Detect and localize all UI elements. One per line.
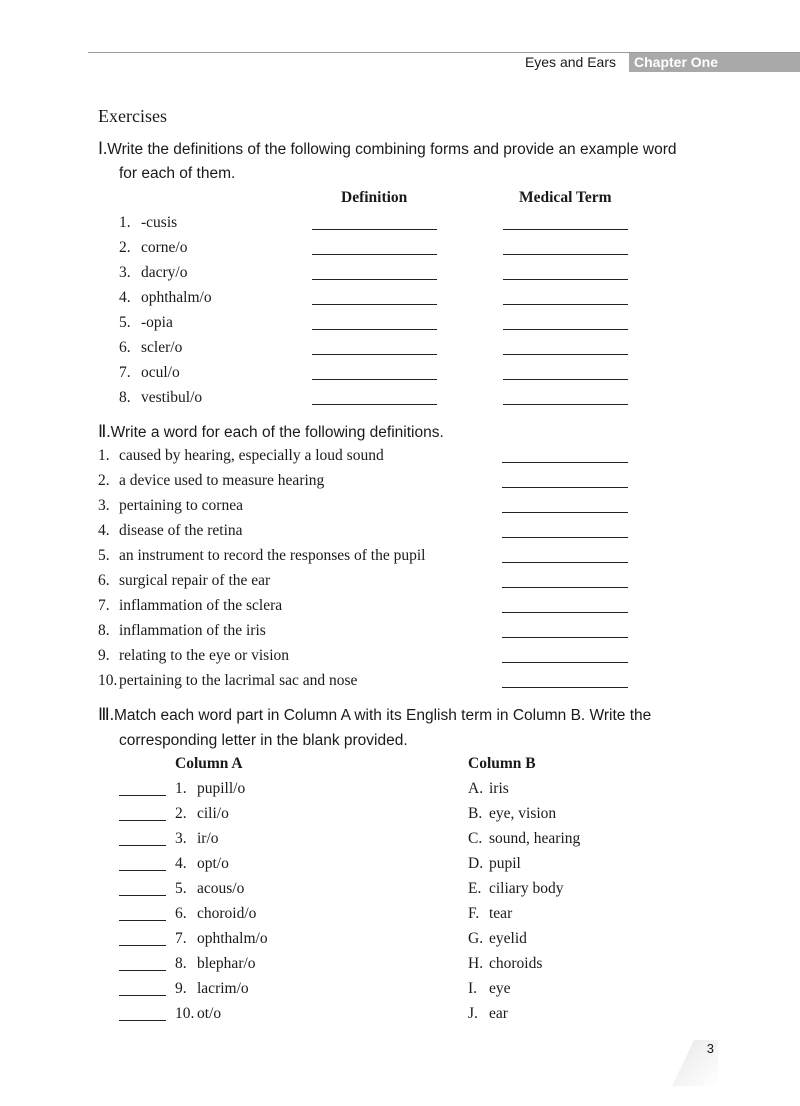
column-b-letter: E. <box>468 880 482 897</box>
part1-item-text: vestibul/o <box>141 389 203 406</box>
medical-term-blank[interactable] <box>503 229 628 230</box>
part1-item-number: 6. <box>119 339 131 356</box>
match-letter-blank[interactable] <box>119 945 166 946</box>
match-letter-blank[interactable] <box>119 920 166 921</box>
answer-blank[interactable] <box>502 487 628 488</box>
page-title: Exercises <box>98 106 167 126</box>
part2-item-number: 8. <box>98 622 110 639</box>
column-a-number: 10. <box>175 1005 195 1022</box>
column-b-letter: I. <box>468 980 478 997</box>
column-a-word-part: acous/o <box>197 880 245 897</box>
column-b-term: eyelid <box>489 930 527 947</box>
medical-term-blank[interactable] <box>503 354 628 355</box>
answer-blank[interactable] <box>502 687 628 688</box>
definition-blank[interactable] <box>312 279 437 280</box>
part1-instruction: Ⅰ.Write the definitions of the following combining forms and provide an example word <box>98 139 677 158</box>
part1-item-number: 3. <box>119 264 131 281</box>
column-a-word-part: opt/o <box>197 855 229 872</box>
definition-blank[interactable] <box>312 254 437 255</box>
definition-blank[interactable] <box>312 354 437 355</box>
part1-item-text: scler/o <box>141 339 183 356</box>
column-a-number: 5. <box>175 880 187 897</box>
part2-item-number: 2. <box>98 472 110 489</box>
column-a-number: 2. <box>175 805 187 822</box>
column-b-term: pupil <box>489 855 521 872</box>
match-letter-blank[interactable] <box>119 1020 166 1021</box>
column-b-letter: B. <box>468 805 483 822</box>
part2-item-text: a device used to measure hearing <box>119 472 325 489</box>
part1-item-text: dacry/o <box>141 264 188 281</box>
column-b-term: eye, vision <box>489 805 557 822</box>
medical-term-blank[interactable] <box>503 279 628 280</box>
part2-item-number: 1. <box>98 447 110 464</box>
part2-item-number: 4. <box>98 522 110 539</box>
column-a-word-part: ot/o <box>197 1005 222 1022</box>
definition-blank[interactable] <box>312 379 437 380</box>
part3-col-a: Column A <box>175 755 243 772</box>
answer-blank[interactable] <box>502 662 628 663</box>
part1-item-number: 2. <box>119 239 131 256</box>
column-a-number: 3. <box>175 830 187 847</box>
column-a-word-part: ophthalm/o <box>197 930 268 947</box>
part2-item-text: pertaining to the lacrimal sac and nose <box>119 672 358 689</box>
column-a-word-part: pupill/o <box>197 780 246 797</box>
part1-item-number: 1. <box>119 214 131 231</box>
page-number: 3 <box>706 1041 714 1056</box>
running-header-section: Eyes and Ears <box>524 54 616 70</box>
column-b-term: tear <box>489 905 513 922</box>
part2-item-number: 7. <box>98 597 110 614</box>
column-a-number: 1. <box>175 780 187 797</box>
column-b-letter: G. <box>468 930 484 947</box>
answer-blank[interactable] <box>502 612 628 613</box>
part2-item-text: inflammation of the iris <box>119 622 266 639</box>
column-a-number: 6. <box>175 905 187 922</box>
part1-item-number: 7. <box>119 364 131 381</box>
column-b-letter: A. <box>468 780 484 797</box>
match-letter-blank[interactable] <box>119 970 166 971</box>
answer-blank[interactable] <box>502 512 628 513</box>
answer-blank[interactable] <box>502 587 628 588</box>
column-b-term: choroids <box>489 955 543 972</box>
column-b-term: sound, hearing <box>489 830 581 847</box>
column-b-letter: J. <box>468 1005 478 1022</box>
part2-item-number: 3. <box>98 497 110 514</box>
column-b-term: ear <box>489 1005 508 1022</box>
part3-instruction: Ⅲ.Match each word part in Column A with its English term in Column B. Write the <box>98 705 652 724</box>
column-b-letter: H. <box>468 955 484 972</box>
match-letter-blank[interactable] <box>119 795 166 796</box>
answer-blank[interactable] <box>502 537 628 538</box>
part2-item-text: pertaining to cornea <box>119 497 243 514</box>
medical-term-blank[interactable] <box>503 379 628 380</box>
definition-blank[interactable] <box>312 304 437 305</box>
part2-instruction: Ⅱ.Write a word for each of the following definitions. <box>98 422 444 441</box>
part1-item-text: -opia <box>141 314 173 331</box>
column-a-word-part: blephar/o <box>197 955 256 972</box>
column-a-number: 8. <box>175 955 187 972</box>
match-letter-blank[interactable] <box>119 845 166 846</box>
column-b-letter: C. <box>468 830 483 847</box>
column-b-term: ciliary body <box>489 880 564 897</box>
column-a-word-part: lacrim/o <box>197 980 249 997</box>
part2-item-text: surgical repair of the ear <box>119 572 271 589</box>
column-a-number: 4. <box>175 855 187 872</box>
definition-blank[interactable] <box>312 404 437 405</box>
part2-item-text: caused by hearing, especially a loud sound <box>119 447 384 464</box>
part3-numeral: Ⅲ. <box>98 705 114 724</box>
match-letter-blank[interactable] <box>119 995 166 996</box>
medical-term-blank[interactable] <box>503 404 628 405</box>
column-a-word-part: ir/o <box>197 830 219 847</box>
part1-item-number: 8. <box>119 389 131 406</box>
part2-item-number: 9. <box>98 647 110 664</box>
part1-col-term: Medical Term <box>519 189 612 206</box>
medical-term-blank[interactable] <box>503 254 628 255</box>
column-b-letter: F. <box>468 905 480 922</box>
part3-col-b: Column B <box>468 755 536 772</box>
match-letter-blank[interactable] <box>119 870 166 871</box>
part1-item-text: ocul/o <box>141 364 180 381</box>
running-header-chapter: Chapter One <box>629 53 800 72</box>
column-a-word-part: choroid/o <box>197 905 257 922</box>
part1-item-text: -cusis <box>141 214 178 231</box>
part2-numeral: Ⅱ. <box>98 422 111 441</box>
part2-item-number: 5. <box>98 547 110 564</box>
part2-item-number: 6. <box>98 572 110 589</box>
part2-item-text: an instrument to record the responses of the pupil <box>119 547 426 564</box>
match-letter-blank[interactable] <box>119 820 166 821</box>
answer-blank[interactable] <box>502 637 628 638</box>
part2-item-text: inflammation of the sclera <box>119 597 283 614</box>
definition-blank[interactable] <box>312 329 437 330</box>
part2-item-text: disease of the retina <box>119 522 243 539</box>
part2-item-text: relating to the eye or vision <box>119 647 290 664</box>
answer-blank[interactable] <box>502 462 628 463</box>
part1-numeral: Ⅰ. <box>98 139 108 158</box>
part3-instruction-cont: corresponding letter in the blank provided. <box>119 732 408 749</box>
medical-term-blank[interactable] <box>503 304 628 305</box>
match-letter-blank[interactable] <box>119 895 166 896</box>
column-a-number: 7. <box>175 930 187 947</box>
part1-col-definition: Definition <box>341 189 408 206</box>
column-b-letter: D. <box>468 855 484 872</box>
part1-item-text: ophthalm/o <box>141 289 212 306</box>
column-b-term: eye <box>489 980 511 997</box>
medical-term-blank[interactable] <box>503 329 628 330</box>
part1-item-text: corne/o <box>141 239 188 256</box>
column-a-word-part: cili/o <box>197 805 229 822</box>
part1-instruction-cont: for each of them. <box>119 165 236 182</box>
part2-item-number: 10. <box>98 672 118 689</box>
column-b-term: iris <box>489 780 509 797</box>
column-a-number: 9. <box>175 980 187 997</box>
definition-blank[interactable] <box>312 229 437 230</box>
answer-blank[interactable] <box>502 562 628 563</box>
part1-item-number: 5. <box>119 314 131 331</box>
part1-item-number: 4. <box>119 289 131 306</box>
